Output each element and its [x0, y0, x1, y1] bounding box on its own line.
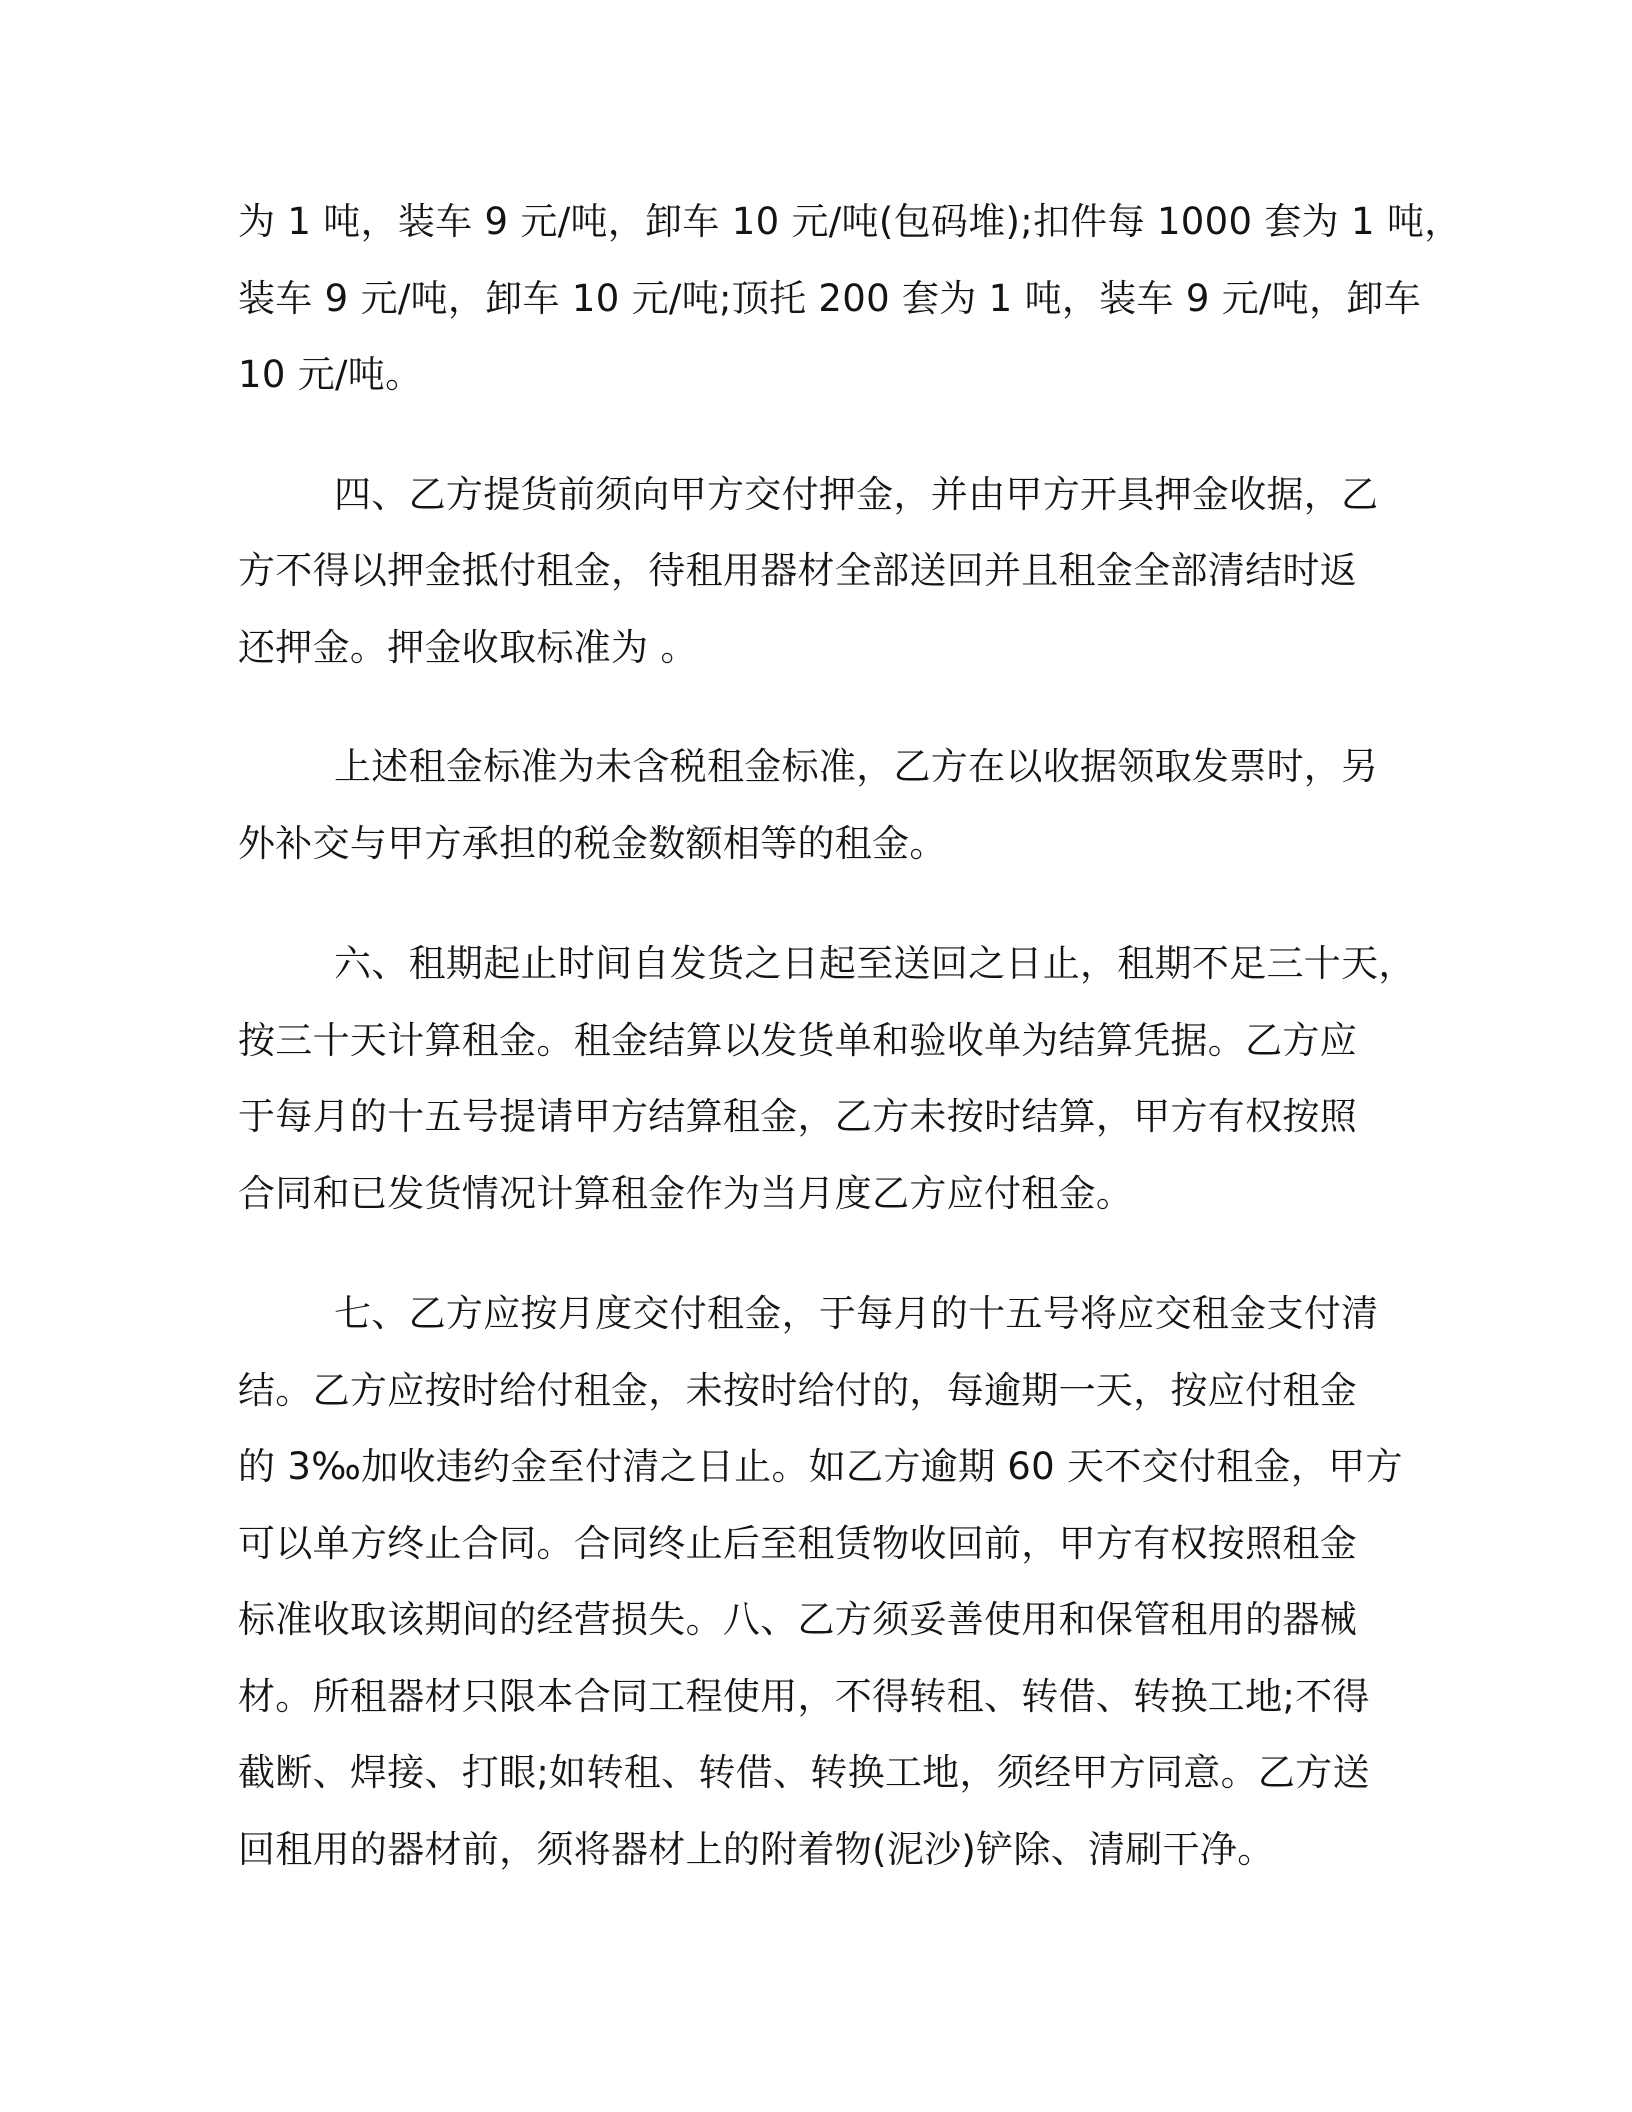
paragraph-tax — [238, 729, 1404, 882]
document-body — [238, 184, 1462, 1888]
text-line: 合同和已发货情况计算租金作为当月度乙方应付租金。 — [238, 1171, 1134, 1215]
text-line: 七、乙方应按月度交付租金，于每月的十五号将应交租金支付清 — [334, 1292, 1379, 1335]
text-line: 10 元/吨。 — [238, 353, 423, 396]
text-line: 装车 9 元/吨，卸车 10 元/吨;顶托 200 套为 1 吨，装车 9 元/吨，卸车 — [238, 276, 1421, 320]
paragraph-rates-continued — [238, 184, 1462, 414]
text-line: 还押金。押金收取标准为 。 — [238, 625, 698, 669]
text-line: 外补交与甲方承担的税金数额相等的租金。 — [238, 821, 947, 865]
text-line: 上述租金标准为未含税租金标准，乙方在以收据领取发票时，另 — [334, 745, 1379, 788]
text-line: 方不得以押金抵付租金，待租用器材全部送回并且租金全部清结时返 — [238, 549, 1357, 592]
text-line: 截断、焊接、打眼;如转租、转借、转换工地，须经甲方同意。乙方送 — [238, 1751, 1370, 1794]
text-line: 为 1 吨，装车 9 元/吨，卸车 10 元/吨(包码堆);扣件每 1000 套为 1 吨， — [238, 200, 1462, 243]
text-line: 六、租期起止时间自发货之日起至送回之日止，租期不足三十天， — [334, 942, 1416, 985]
text-line: 可以单方终止合同。合同终止后至租赁物收回前，甲方有权按照租金 — [238, 1521, 1357, 1565]
text-line: 的 3‰加收违约金至付清之日止。如乙方逾期 60 天不交付租金，甲方 — [238, 1445, 1403, 1488]
text-line: 四、乙方提货前须向甲方交付押金，并由甲方开具押金收据，乙 — [334, 472, 1379, 516]
text-line: 标准收取该期间的经营损失。八、乙方须妥善使用和保管租用的器械 — [238, 1598, 1357, 1641]
text-line: 回租用的器材前，须将器材上的附着物(泥沙)铲除、清刷干净。 — [238, 1827, 1275, 1871]
text-line: 按三十天计算租金。租金结算以发货单和验收单为结算凭据。乙方应 — [238, 1018, 1357, 1062]
paragraph-clause-6 — [238, 926, 1416, 1232]
paragraph-clause-7-8 — [238, 1276, 1404, 1888]
text-line: 材。所租器材只限本合同工程使用，不得转租、转借、转换工地;不得 — [238, 1674, 1370, 1718]
text-line: 于每月的十五号提请甲方结算租金，乙方未按时结算，甲方有权按照 — [238, 1095, 1357, 1138]
text-line: 结。乙方应按时给付租金，未按时给付的，每逾期一天，按应付租金 — [238, 1368, 1357, 1412]
paragraph-clause-4 — [238, 457, 1404, 687]
